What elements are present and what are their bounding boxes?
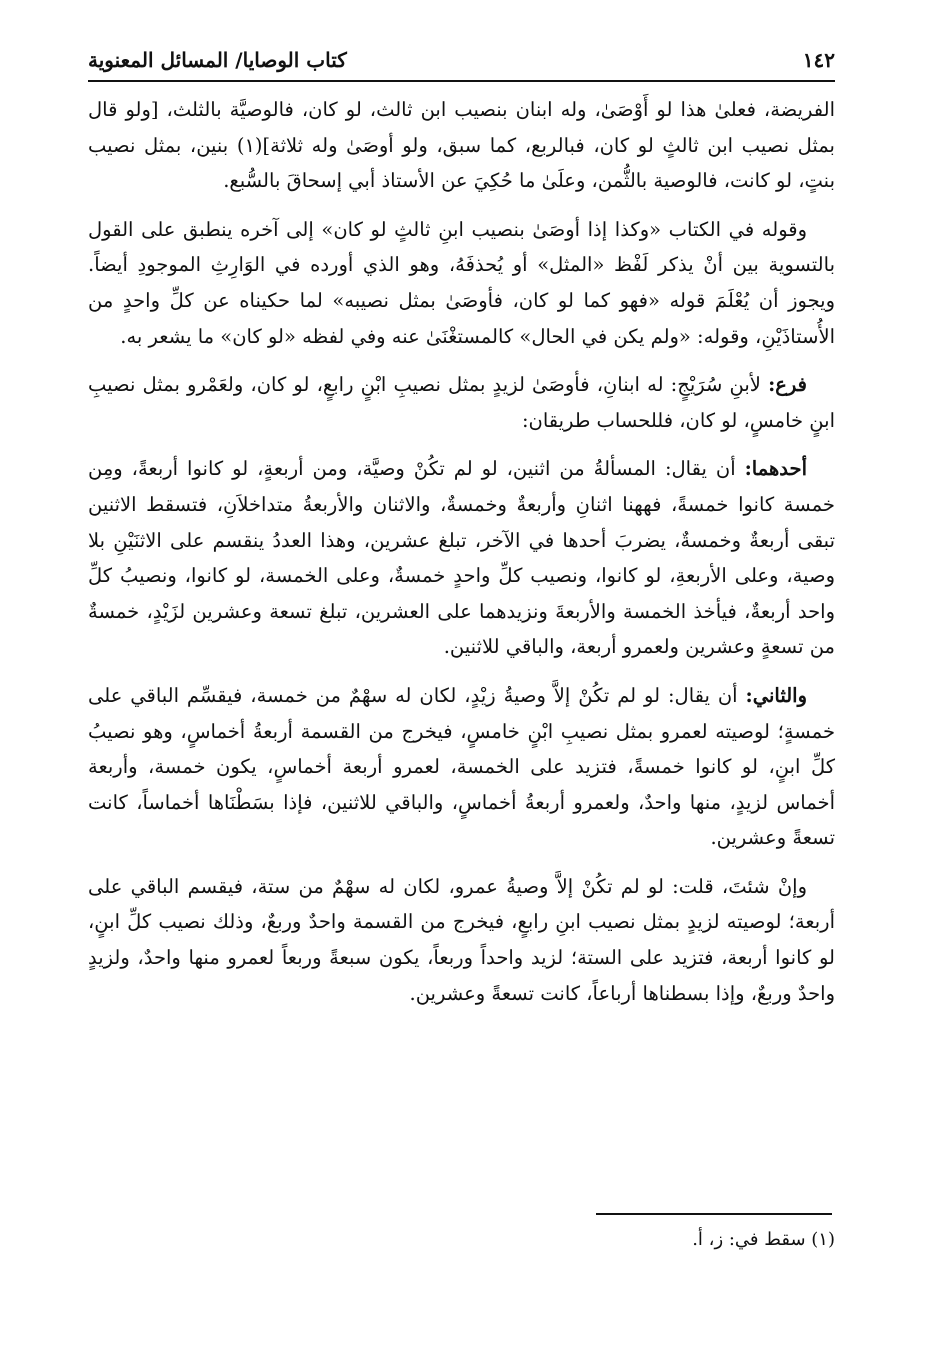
paragraph-text: الفريضة، فعلىٰ هذا لو أَوْصَىٰ، وله ابنان بنصيب ابن ثالث، لو كان، فالوصيَّة بالثلث، [ولو قال بمثل نصيب ابن ثالثٍ لو كان، فبالربع، كما سبق، ولو أوصَىٰ وله ثلاثة](١) بنين، بمثل نصيب بنتٍ، لو كانت، فالوصية بالثُّمن، وعلَىٰ ما حُكِيَ عن الأستاذ أبي إسحاقَ بالسُّبع.	[88, 98, 835, 193]
running-title: كتاب الوصايا/ المسائل المعنوية	[88, 48, 347, 72]
paragraph-text: وقوله في الكتاب «وكذا إذا أوصَىٰ بنصيب ابنِ ثالثٍ لو كان» إلى آخره ينطبق على القول بالتسوية بين أنْ يذكر لَفْظ «المثل» أو يُحذفَهُ، وهو الذي أورده في الوَارِثِ الموجودِ أيضاً. ويجوز أن يُعْلَمَ قوله «فهو كما لو كان، فأوصَىٰ بمثل نصيبه» لما حكيناه عن كلِّ واحدٍ من الأُستاذَيْنِ، وقوله: «ولم يكن في الحال» كالمستغْنَىٰ عنه وفي لفظه «لو كان» ما يشعر به.	[88, 217, 835, 348]
paragraph-text: لأبنِ سُرَيْجٍ: له ابنانِ، فأوصَىٰ لزيدٍ بمثل نصيبِ ابْنٍ رابعٍ، لو كان، ولعَمْرو بمثل نصيبِ ابنٍ خامسٍ، لو كان، فللحساب طريقان:	[88, 373, 835, 432]
paragraph	[88, 451, 835, 665]
page-header	[88, 42, 835, 72]
main-text	[88, 92, 835, 1024]
paragraph	[88, 212, 835, 354]
paragraph-lead: فرع:	[768, 373, 807, 397]
paragraph	[88, 92, 835, 199]
paragraph	[88, 678, 835, 856]
paragraph-lead: أحدهما:	[744, 457, 807, 481]
page-number: ١٤٢	[802, 48, 835, 72]
footnote-rule	[596, 1213, 832, 1215]
footnote-marker: (١)	[811, 1229, 835, 1250]
paragraph	[88, 367, 835, 438]
paragraph-text: أن يقال: لو لم تكُنْ إلاَّ وصيةُ زيْدٍ، لكان له سهْمٌ من خمسة، فيقسِّم الباقي على خمسةٍ؛ لوصيته لعمرو بمثل نصيبِ ابْنٍ خامسٍ، فيخرج من القسمة أربعةُ أخماسٍ، وهو نصيبُ كلِّ ابنٍ، لو كانوا خمسةً، فتزيد على الخمسة، لعمرو أربعة أخماسٍ، يكون خمسة، وأربعة أخماس لزيدٍ، منها واحدٌ، ولعمرو أربعةُ أخماسٍ، والباقي للاثنين، فإذا بسَطْنَاها أخماساً، كانت تسعةً وعشرين.	[88, 683, 835, 850]
footnote-text: سقط في: ز، أ.	[692, 1229, 806, 1250]
paragraph-text: أن يقال: المسألةُ من اثنين، لو لم تكُنْ وصيَّة، ومن أربعةٍ، لو كانوا أربعةً، ومِن خمسة كانوا خمسةً، فههنا اثنانِ وأربعةٌ وخمسةٌ، والاثنان والأربعةُ متداخلاَنِ، فتسقط الاثنين تبقى أربعةٌ وخمسةٌ، يضربَ أحدها في الآخر، تبلغ عشرين، وهذا العددُ ينقسم على الاثنَيْنِ بلا وصية، وعلى الأربعةِ، لو كانوا، ونصيب كلِّ واحدٍ خمسةٌ، وعلى الخمسة، لو كانوا، ونصيبُ كلِّ واحد أربعةٌ، فيأخذ الخمسة والأربعةَ ونزيدهما على العشرين، تبلغ تسعة وعشرين لزَيْدٍ، خمسةٌ من تسعةٍ وعشرين ولعمرو أربعة، والباقي للاثنين.	[88, 457, 835, 659]
paragraph-text: وإنْ شئتَ، قلت: لو لم تكُنْ إلاَّ وصيةُ عمرو، لكان له سهْمٌ من ستة، فيقسم الباقي على أربعة؛ لوصيته لزيدٍ بمثل نصيب ابنِ رابعٍ، فيخرج من القسمة واحدٌ وربعٌ، وذلك نصيب كلِّ ابنٍ، لو كانوا أربعة، فتزيد على الستة؛ لزيد واحداً وربعاً، يكون سبعةً وربعاً لعمرو منها واحدٌ، ولزيدٍ واحدٌ وربعٌ، وإذا بسطناها أرباعاً، كانت تسعةً وعشرين.	[88, 874, 835, 1005]
footnote	[88, 1226, 835, 1254]
paragraph-lead: والثاني:	[745, 683, 807, 707]
paragraph	[88, 869, 835, 1011]
header-rule	[88, 80, 835, 82]
